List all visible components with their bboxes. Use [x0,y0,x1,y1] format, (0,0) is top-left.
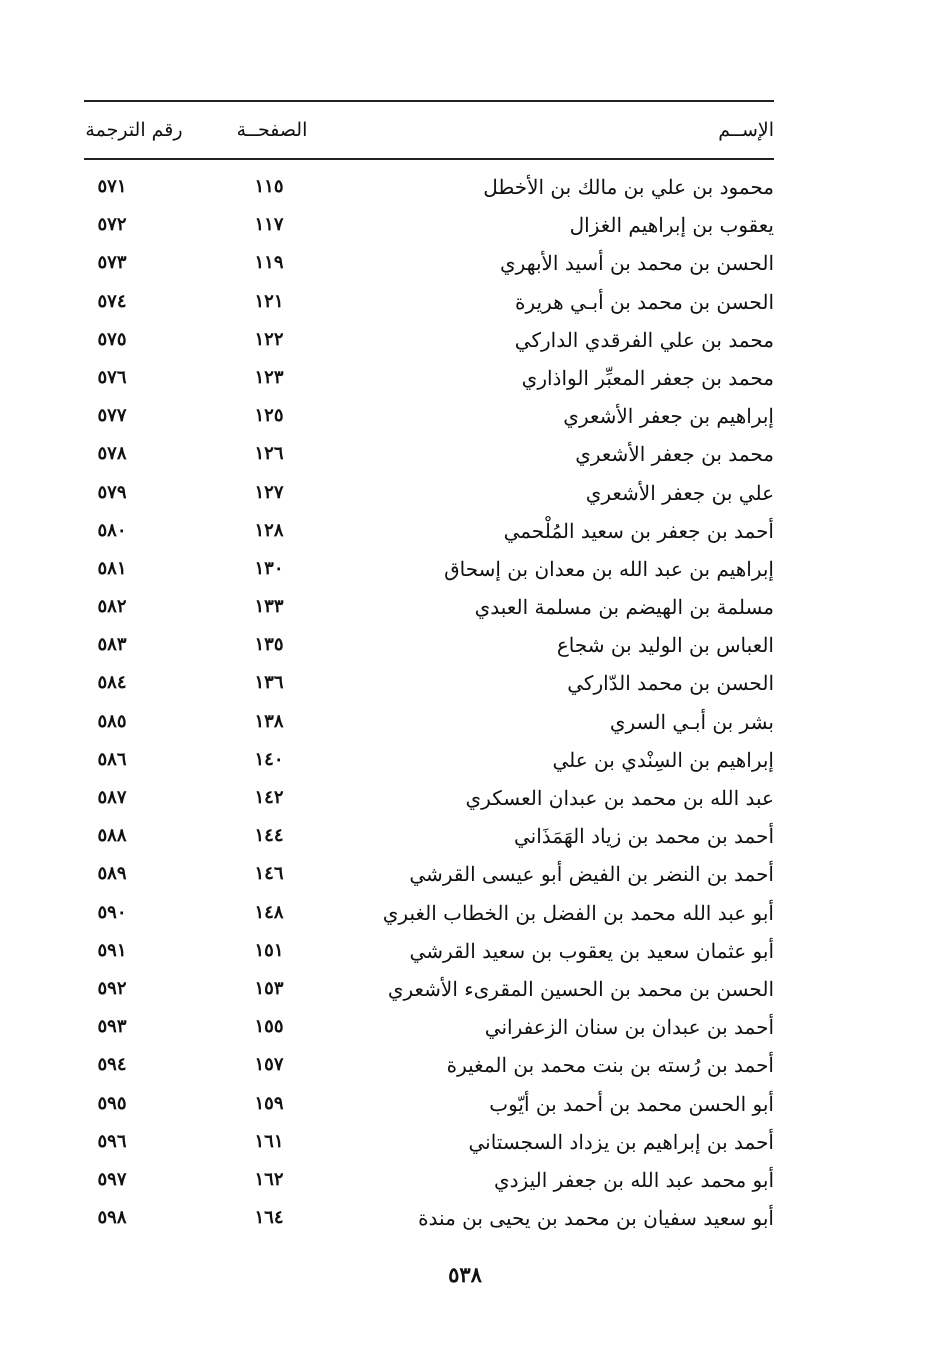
entry-name: يعقوب بن إبراهيم الغزال [569,213,774,238]
entry-page: ١٥٧ [254,1054,284,1076]
table-row [84,970,774,1008]
entry-name: إبراهيم بن عبد الله بن معدان بن إسحاق [444,556,774,581]
entry-page: ١٢٧ [254,481,284,503]
entry-name: الحسن بن محمد بن الحسين المقرىء الأشعري [387,976,774,1001]
entry-name: أحمد بن جعفر بن سعيد المُلْحمي [503,518,774,543]
table-row [84,1008,774,1046]
entry-page: ١٦٢ [254,1168,284,1190]
table-row [84,435,774,473]
entry-name: أبو سعيد سفيان بن محمد بن يحيى بن مندة [418,1206,774,1231]
header-page: الصفحــة [236,119,308,141]
entry-number: ٥٨٩ [97,863,127,885]
entry-page: ١٦٤ [254,1207,284,1229]
entry-name: أبو عبد الله محمد بن الفضل بن الخطاب الغبري [382,900,774,925]
entry-page: ١٥٣ [254,977,284,999]
table-row [84,512,774,550]
entry-page: ١٤٦ [254,863,284,885]
table-row [84,321,774,359]
table-row [84,1161,774,1199]
entry-page: ١١٥ [254,176,284,197]
table-row [84,1123,774,1161]
entry-page: ١٦١ [254,1130,284,1152]
entry-number: ٥٩٧ [97,1168,127,1190]
entry-page: ١٢٣ [254,366,284,388]
table-row [84,932,774,970]
entry-page: ١٤٤ [254,825,284,847]
entry-page: ١٢٦ [254,443,284,465]
table-row [84,703,774,741]
entry-page: ١٤٢ [254,787,284,808]
table-row [84,359,774,397]
entry-name: مسلمة بن الهيضم بن مسلمة العبدي [474,595,774,620]
entry-number: ٥٧٩ [97,481,127,503]
entry-name: أحمد بن النضر بن الفيض أبو عيسى القرشي [409,862,774,887]
entry-page: ١٣٣ [254,596,284,618]
entry-name: عبد الله بن محمد بن عبدان العسكري [465,786,774,810]
entry-number: ٥٩٦ [97,1130,127,1152]
entry-number: ٥٧٧ [97,405,127,427]
index-table [84,100,774,1237]
entry-number: ٥٨٠ [97,519,127,541]
entry-name: بشر بن أبـي السري [609,709,774,734]
entry-name: الحسن بن محمد الدّاركي [567,671,774,696]
entry-number: ٥٩٨ [97,1207,127,1229]
entry-page: ١٤٨ [254,901,284,923]
table-row [84,1199,774,1237]
entry-number: ٥٨٦ [97,748,127,770]
table-row [84,741,774,779]
entry-page: ١٣٥ [254,634,284,656]
table-row [84,779,774,817]
entry-number: ٥٩٥ [97,1092,127,1114]
entry-name: أبو محمد عبد الله بن جعفر اليزدي [494,1167,774,1192]
table-row [84,855,774,893]
table-row [84,244,774,282]
entry-name: الحسن بن محمد بن أسيد الأبهري [500,251,774,276]
entry-name: الحسن بن محمد بن أبـي هريرة [515,289,774,314]
table-row [84,168,774,206]
entry-page: ١٣٦ [254,672,284,694]
header-name: الإســم [718,119,774,141]
entry-name: محمد بن جعفر الأشعري [575,442,774,467]
entry-list [84,160,774,1237]
entry-number: ٥٩١ [97,939,127,961]
entry-page: ١٥٩ [254,1092,284,1114]
entry-number: ٥٨١ [97,557,127,579]
entry-number: ٥٩٤ [97,1054,127,1076]
header-number: رقم الترجمة [85,119,183,141]
entry-number: ٥٩٢ [97,977,127,999]
entry-number: ٥٧٨ [97,443,127,465]
entry-number: ٥٩٣ [97,1016,127,1038]
entry-page: ١٢٥ [254,405,284,427]
entry-number: ٥٧٢ [97,214,127,236]
table-row [84,206,774,244]
page-number: ٥٣٨ [448,1262,482,1287]
entry-name: أحمد بن عبدان بن سنان الزعفراني [484,1015,774,1040]
entry-name: محمود بن علي بن مالك بن الأخطل [483,175,774,199]
table-row [84,1085,774,1123]
table-row [84,664,774,702]
entry-number: ٥٧٦ [97,366,127,388]
entry-number: ٥٧٥ [97,328,127,350]
entry-name: محمد بن علي الفرقدي الداركي [514,327,774,352]
table-row [84,626,774,664]
entry-name: إبراهيم بن السِنْدي بن علي [552,747,774,772]
entry-page: ١١٩ [254,252,284,274]
entry-number: ٥٨٨ [97,825,127,847]
entry-number: ٥٧٤ [97,290,127,312]
entry-name: علي بن جعفر الأشعري [585,480,774,505]
entry-page: ١٥١ [254,939,284,961]
entry-page: ١١٧ [254,214,284,236]
entry-name: العباس بن الوليد بن شجاع [556,633,774,658]
table-row [84,283,774,321]
entry-name: أبو عثمان سعيد بن يعقوب بن سعيد القرشي [409,938,774,963]
table-header [84,102,774,158]
table-row [84,550,774,588]
entry-page: ١٢٢ [254,328,284,350]
entry-page: ١٢٨ [254,519,284,541]
entry-page: ١٢١ [254,290,284,312]
entry-number: ٥٨٧ [97,787,127,808]
table-row [84,817,774,855]
table-row [84,397,774,435]
entry-page: ١٤٠ [254,748,284,770]
entry-name: أحمد بن إبراهيم بن يزداد السجستاني [468,1129,774,1154]
entry-name: أحمد بن رُسته بن بنت محمد بن المغيرة [446,1053,774,1078]
entry-name: أحمد بن محمد بن زياد الهَمَذَاني [514,824,774,849]
entry-page: ١٥٥ [254,1016,284,1038]
table-row [84,1046,774,1084]
entry-name: إبراهيم بن جعفر الأشعري [563,404,774,429]
entry-number: ٥٧١ [97,176,127,197]
entry-number: ٥٧٣ [97,252,127,274]
entry-number: ٥٨٤ [97,672,127,694]
entry-name: محمد بن جعفر المعبِّر الواذاري [521,365,774,390]
table-row [84,588,774,626]
table-row [84,474,774,512]
entry-number: ٥٨٢ [97,596,127,618]
entry-page: ١٣٨ [254,710,284,732]
entry-page: ١٣٠ [254,557,284,579]
table-row [84,894,774,932]
entry-name: أبو الحسن محمد بن أحمد بن أيّوب [489,1091,774,1116]
entry-number: ٥٨٣ [97,634,127,656]
entry-number: ٥٨٥ [97,710,127,732]
entry-number: ٥٩٠ [97,901,127,923]
